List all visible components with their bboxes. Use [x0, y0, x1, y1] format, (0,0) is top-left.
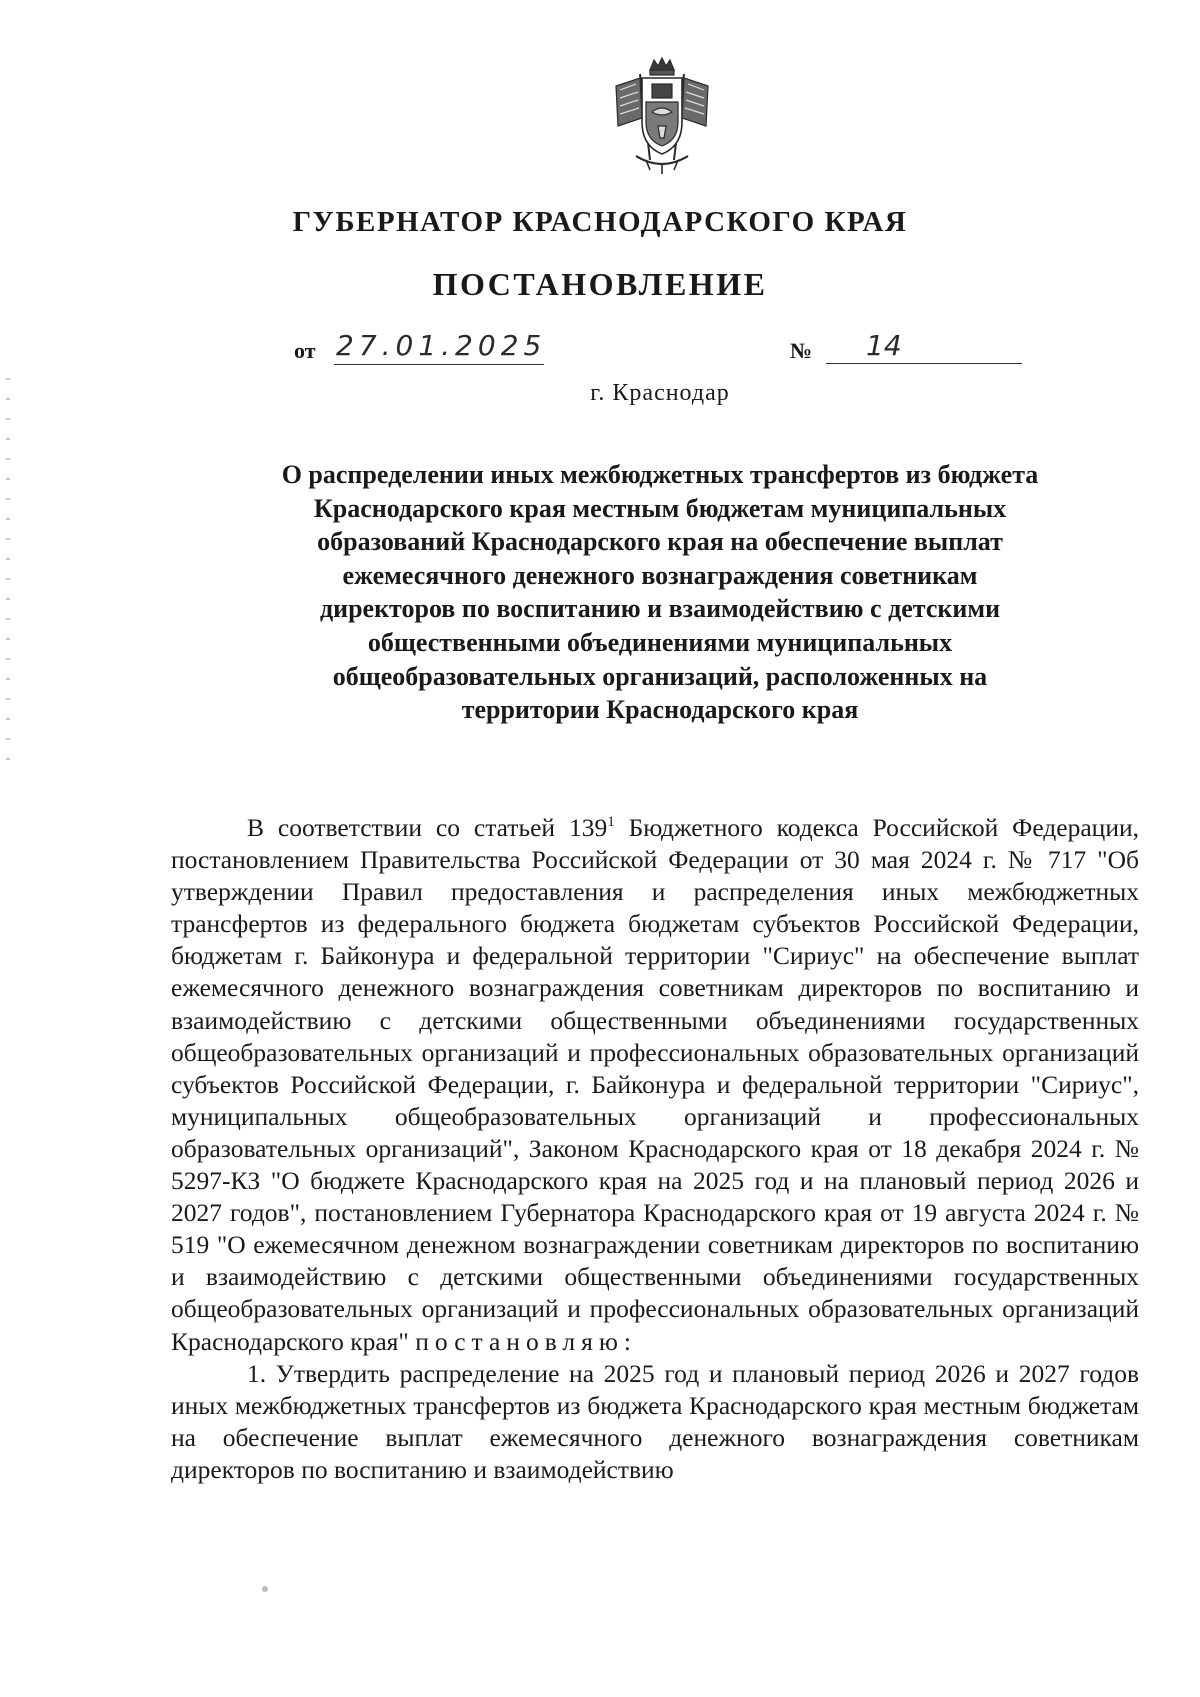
preamble-start: В соответствии со статьей 139 — [247, 813, 608, 842]
date-value: 27.01.2025 — [334, 328, 544, 365]
preamble-main: Бюджетного кодекса Российской Федерации, постановлением Правительства Российской Федерации от 30 мая 2024 г. № 717 "Об утверждении Правил предоставления и распределения иных межбюджетных трансфертов из федерального бюджета бюджетам субъектов Российской Федерации, бюджетам г. Байконура и федеральной территории "Сириус" на обеспечение выплат ежемесячного денежного вознаграждения советникам директоров по воспитанию и взаимодействию с детскими общественными объединениями государственных общеобразовательных организаций и профессиональных образовательных организаций субъектов Российской Федерации, г. Байконура и федеральной территории "Сириус", муниципальных общеобразовательных организаций и профессиональных образовательных организаций", Законом Краснодарского края от 18 декабря 2024 г. № 5297-КЗ "О бюджете Краснодарского края на 2025 год и на плановый период 2026 и 2027 годов", постановлением Губернатора Краснодарского края от 19 августа 2024 г. № 519 "О ежемесячном денежном вознаграждении советникам директоров по воспитанию и взаимодействию с детскими общественными объединениями государственных общеобразовательных организаций и профессиональных образовательных организаций Краснодарского края" — [171, 813, 1139, 1356]
document-type: ПОСТАНОВЛЕНИЕ — [432, 266, 768, 302]
document-subject: О распределении иных межбюджетных трансфертов из бюджета Краснодарского края местным бюджетам муниципальных образований Краснодарского края на обеспечение выплат ежемесячного денежного вознаграждения советникам директоров по воспитанию и взаимодействию с детскими общественными объединениями муниципальных общеобразовательных организаций, расположенных на территории Краснодарского края — [281, 460, 1039, 725]
paragraph-item-1: 1. Утвердить распределение на 2025 год и плановый период 2026 и 2027 годов иных межбюджетных трансфертов из бюджета Краснодарского края местным бюджетам на обеспечение выплат ежемесячного денежного вознаграждения советникам директоров по воспитанию и взаимодействию — [171, 1358, 1139, 1484]
paragraph-preamble — [171, 812, 1139, 1358]
coat-of-arms-icon — [606, 56, 718, 176]
date-number-row — [0, 328, 1200, 368]
number-label: № — [790, 338, 813, 363]
decree-word: постановляю: — [415, 1326, 637, 1356]
city: г. Краснодар — [590, 380, 730, 406]
date-label: от — [294, 338, 316, 363]
document-body — [171, 812, 1139, 1486]
article-superscript: 1 — [607, 814, 615, 830]
scan-speck — [262, 1586, 268, 1592]
organization-title: ГУБЕРНАТОР КРАСНОДАРСКОГО КРАЯ — [292, 206, 908, 238]
number-value: 14 — [826, 328, 1022, 364]
scan-margin-artifact — [6, 360, 10, 760]
